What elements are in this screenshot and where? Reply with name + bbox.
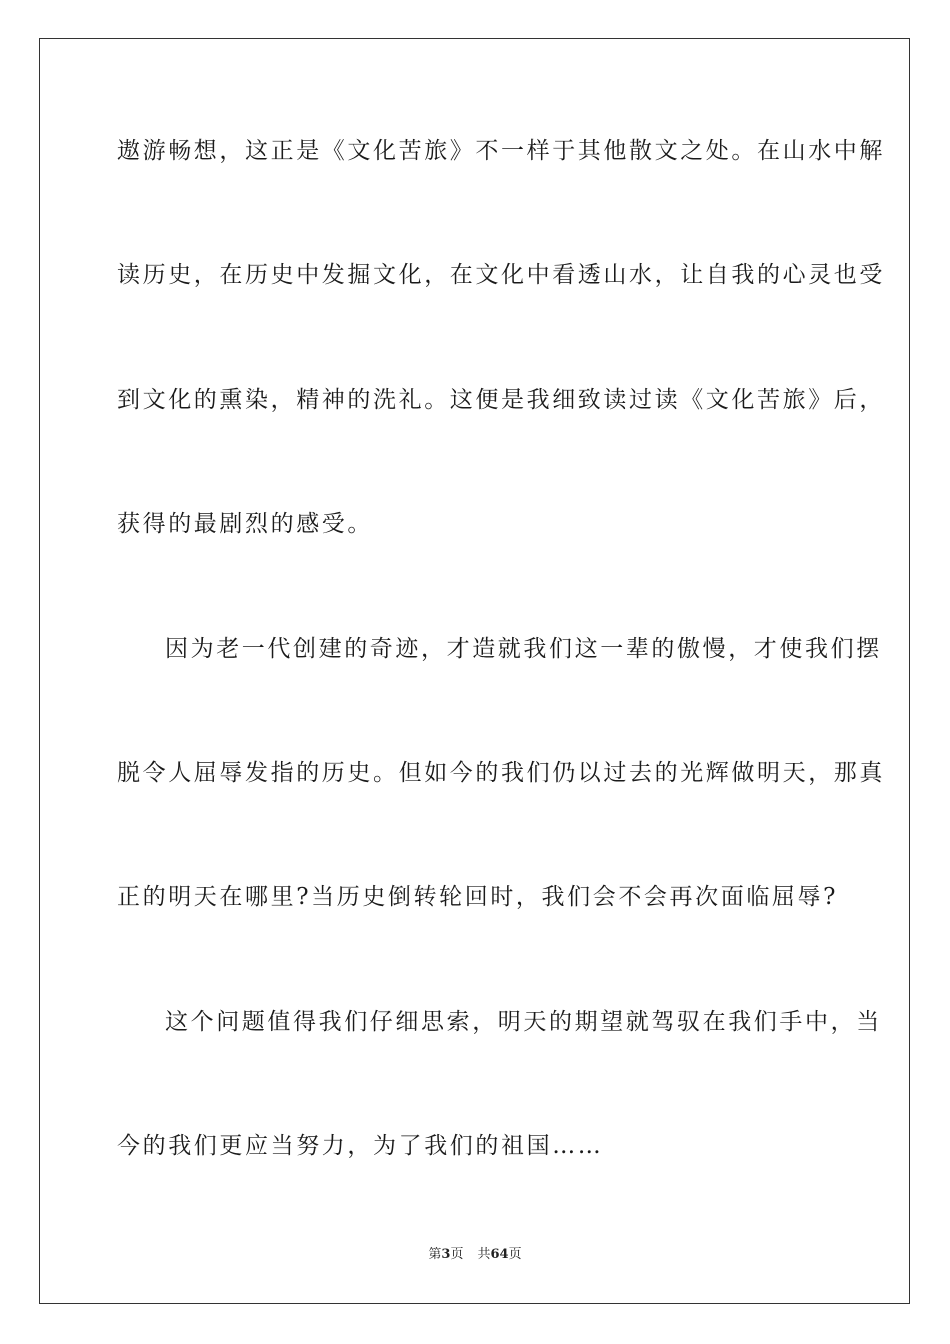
text-line-4: 获得的最剧烈的感受。 xyxy=(117,511,373,538)
text-line-5: 因为老一代创建的奇迹，才造就我们这一辈的傲慢，才使我们摆 xyxy=(165,635,882,662)
line-spacer xyxy=(117,1053,835,1115)
text-line-9: 今的我们更应当努力，为了我们的祖国…… xyxy=(117,1133,604,1160)
paragraph-spacer xyxy=(117,928,835,990)
paragraph-spacer xyxy=(117,555,835,617)
total-pages: 64 xyxy=(490,1247,509,1262)
page-suffix: 页 xyxy=(450,1247,464,1262)
text-line-6: 脱令人屈辱发指的历史。但如今的我们仍以过去的光辉做明天，那真 xyxy=(117,759,885,786)
document-body xyxy=(117,120,885,1177)
total-prefix: 共 xyxy=(477,1247,491,1262)
line-spacer xyxy=(117,306,835,368)
text-line-2: 读历史，在历史中发掘文化，在文化中看透山水，让自我的心灵也受 xyxy=(117,262,885,289)
text-line-7: 正的明天在哪里?当历史倒转轮回时，我们会不会再次面临屈辱? xyxy=(117,884,839,911)
text-line-1: 遨游畅想，这正是《文化苦旅》不一样于其他散文之处。在山水中解 xyxy=(117,138,885,164)
line-spacer xyxy=(117,680,835,742)
text-line-3: 到文化的熏染，精神的洗礼。这便是我细致读过读《文化苦旅》后， xyxy=(117,386,885,413)
total-suffix: 页 xyxy=(508,1247,522,1262)
line-spacer xyxy=(117,182,835,244)
line-spacer xyxy=(117,804,835,866)
page-number: 3 xyxy=(441,1247,451,1262)
page-footer xyxy=(0,1246,950,1264)
text-line-8: 这个问题值得我们仔细思索，明天的期望就驾驭在我们手中，当 xyxy=(165,1008,882,1035)
line-spacer xyxy=(117,431,835,493)
page-prefix: 第 xyxy=(428,1247,442,1262)
